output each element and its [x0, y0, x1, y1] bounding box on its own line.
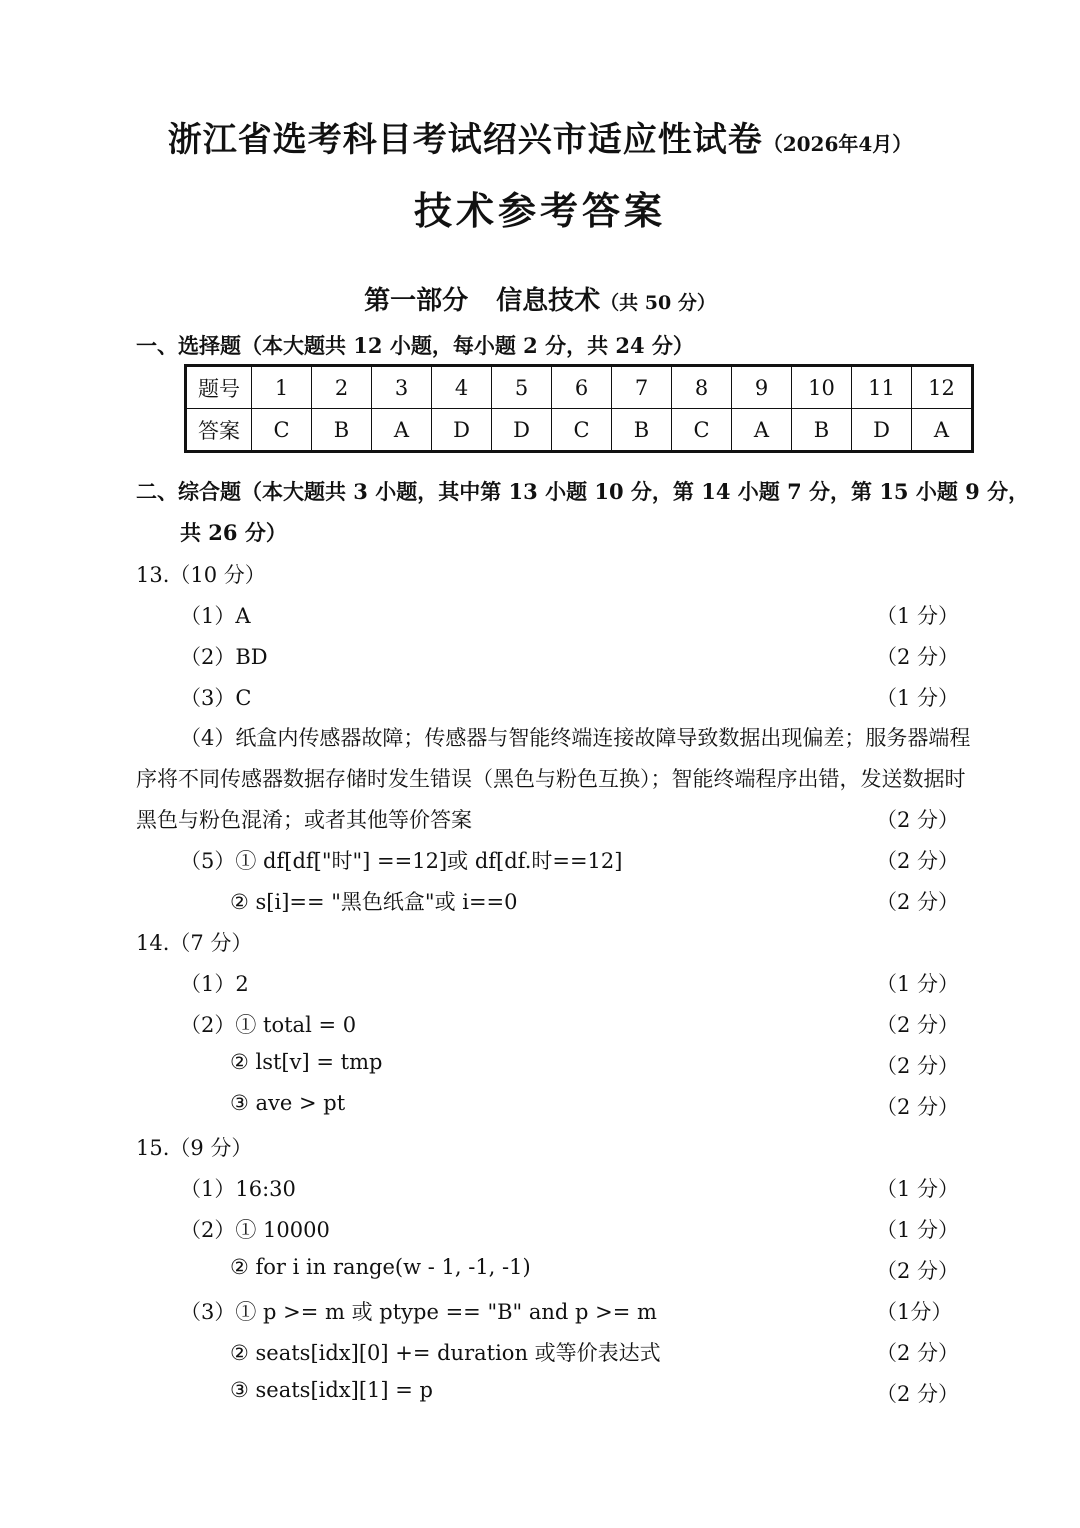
q13-answer-4-line3: 黑色与粉色混淆；或者其他等价答案 [136, 808, 472, 832]
q13-score-2: （2 分） [876, 645, 960, 669]
number-cell: 5 [492, 366, 552, 409]
answer-cell: C [252, 409, 312, 452]
q15-answer-2-1: （2）① 10000 [180, 1218, 330, 1242]
q14-answer-2-1: （2）① total = 0 [180, 1013, 357, 1037]
answer-table-answer-row [186, 409, 973, 452]
answer-cell: D [432, 409, 492, 452]
answer-cell: C [552, 409, 612, 452]
q13-score-1: （1 分） [876, 604, 960, 628]
q14-score-2-2: （2 分） [876, 1054, 960, 1078]
q15-answer-3-2: ② seats[idx][0] += duration 或等价表达式 [230, 1341, 661, 1365]
q14-score-2-1: （2 分） [876, 1013, 960, 1037]
answer-cell: A [912, 409, 973, 452]
row-label-answer: 答案 [186, 409, 252, 452]
number-cell: 6 [552, 366, 612, 409]
q15-answer-1: （1）16:30 [180, 1177, 296, 1201]
section1-heading: 一、选择题（本大题共 12 小题，每小题 2 分，共 24 分） [136, 333, 694, 358]
q15-answer-3-3: ③ seats[idx][1] = p [230, 1378, 433, 1402]
q15-title: 15.（9 分） [136, 1136, 253, 1160]
answer-cell: D [492, 409, 552, 452]
q15-answer-3-1: （3）① p >= m 或 ptype == "B" and p >= m [180, 1300, 657, 1324]
document-subtitle: 技术参考答案 [413, 188, 666, 233]
q14-score-1: （1 分） [876, 972, 960, 996]
row-label-number: 题号 [186, 366, 252, 409]
q13-score-4: （2 分） [876, 808, 960, 832]
q13-score-5-1: （2 分） [876, 849, 960, 873]
q13-score-3: （1 分） [876, 686, 960, 710]
q14-title: 14.（7 分） [136, 931, 253, 955]
number-cell: 3 [372, 366, 432, 409]
number-cell: 9 [732, 366, 792, 409]
document-title-date: （2026年4月） [762, 132, 913, 156]
number-cell: 12 [912, 366, 973, 409]
answer-cell: B [312, 409, 372, 452]
q13-answer-5-1: （5）① df[df["时"] ==12]或 df[df.时==12] [180, 849, 623, 873]
number-cell: 11 [852, 366, 912, 409]
q13-answer-4-line1: （4）纸盒内传感器故障；传感器与智能终端连接故障导致数据出现偏差；服务器端程 [180, 726, 971, 750]
q14-answer-1: （1）2 [180, 972, 249, 996]
q15-score-1: （1 分） [876, 1177, 960, 1201]
answer-table [184, 364, 974, 453]
q15-score-3-2: （2 分） [876, 1341, 960, 1365]
part1-label: 第一部分 [364, 286, 469, 316]
q15-score-2-2: （2 分） [876, 1259, 960, 1283]
answer-table-number-row [186, 366, 973, 409]
q13-answer-3: （3）C [180, 686, 252, 710]
q13-title: 13.（10 分） [136, 563, 266, 587]
part1-subject: 信息技术 [496, 286, 601, 316]
q15-score-3-1: （1分） [876, 1300, 953, 1324]
answer-cell: B [792, 409, 852, 452]
number-cell: 8 [672, 366, 732, 409]
q14-answer-2-3: ③ ave > pt [230, 1091, 346, 1115]
q15-score-2-1: （1 分） [876, 1218, 960, 1242]
part1-points: （共 50 分） [600, 292, 716, 314]
section2-heading-line2: 共 26 分） [180, 520, 287, 545]
answer-cell: B [612, 409, 672, 452]
part1-title [0, 280, 1080, 317]
q13-score-5-2: （2 分） [876, 890, 960, 914]
number-cell: 4 [432, 366, 492, 409]
q13-answer-2: （2）BD [180, 645, 268, 669]
document-title-text: 浙江省选考科目考试绍兴市适应性试卷 [167, 120, 763, 160]
q14-score-2-3: （2 分） [876, 1095, 960, 1119]
answer-cell: A [372, 409, 432, 452]
q15-answer-2-2: ② for i in range(w - 1, -1, -1) [230, 1255, 531, 1279]
number-cell: 10 [792, 366, 852, 409]
answer-cell: C [672, 409, 732, 452]
number-cell: 2 [312, 366, 372, 409]
answer-cell: A [732, 409, 792, 452]
q13-answer-1: （1）A [180, 604, 251, 628]
q13-answer-5-2: ② s[i]== "黑色纸盒"或 i==0 [230, 890, 518, 914]
q14-answer-2-2: ② lst[v] = tmp [230, 1050, 383, 1074]
answer-cell: D [852, 409, 912, 452]
q15-score-3-3: （2 分） [876, 1382, 960, 1406]
number-cell: 1 [252, 366, 312, 409]
section2-heading-line1: 二、综合题（本大题共 3 小题，其中第 13 小题 10 分，第 14 小题 7 分，第 15 小题 9 分， [136, 479, 1030, 504]
number-cell: 7 [612, 366, 672, 409]
document-title [0, 112, 1080, 161]
q13-answer-4-line2: 序将不同传感器数据存储时发生错误（黑色与粉色互换）；智能终端程序出错，发送数据时 [136, 767, 966, 791]
